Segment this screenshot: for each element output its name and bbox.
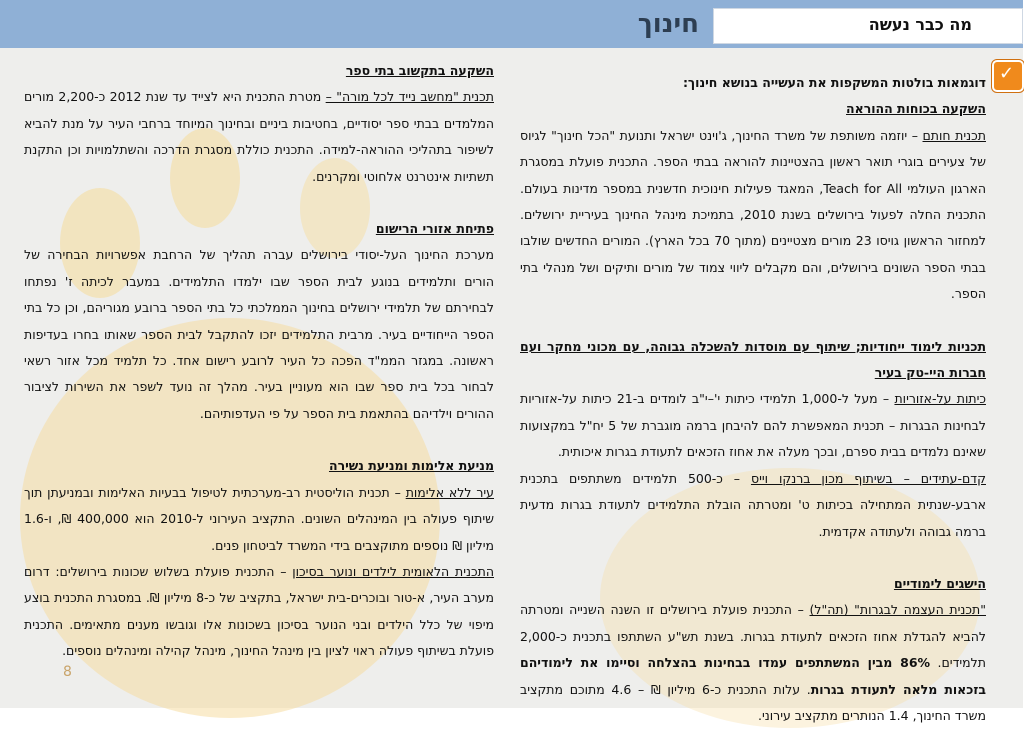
- term-super-regional: כיתות על-אזוריות: [894, 391, 986, 407]
- section-tab: [713, 8, 1023, 44]
- paragraph-hotam: [520, 123, 986, 308]
- section-heading-ict: השקעה בתקשוב בתי ספר: [345, 63, 494, 78]
- section-tab-label: מה כבר נעשה: [868, 15, 972, 34]
- paragraph-no-violence: [24, 480, 494, 559]
- paragraph-laptop: [24, 84, 494, 190]
- right-column: [520, 70, 986, 729]
- section-heading-programs: תכניות לימוד ייחודיות; שיתוף עם מוסדות להשכלה גבוהה, עם מכוני מחקר ועם חברות היי-טק בעיר: [520, 338, 986, 381]
- text-hotam: – יוזמה משותפת של משרד החינוך, ג'וינט ישראל ותנועת "הכל חינוך" לגיוס של צעירים בוגרי תואר ראשון בהצטיינות להוראה בבתי הספר. התכנית פועלת במסגרת הארגון העולמי Teach for All, המאגד פעילות חינוכית חדשנית במספר מדינות בעולם. התכנית החלה לפעול בירושלים בשנת 2010, בתמיכת מינהל החינוך בעיריית ירושלים. למחזור הראשון גויסו 23 מורים מצטיינים (מתוך 70 בכל הארץ). המורים החדשים שולבו בבתי הספר השונים בירושלים, והם מקבלים ליווי צמוד של מורים ותיקים ושל מנהלי בתי הספר.: [520, 127, 987, 302]
- term-no-violence: עיר ללא אלימות: [405, 484, 494, 500]
- section-heading-achievements: הישגים לימודיים: [893, 575, 986, 591]
- term-hotam: תכנית חותם: [922, 127, 986, 143]
- term-tahal: "תכנית העצמה לבגרות" (תה"ל): [809, 602, 986, 618]
- text-no-violence: – תכנית הוליסטית רב-מערכתית לטיפול בבעיות האלימות ובמניעתן תוך שיתוף פעולה בין המינהלים השונים. התקציב העירוני ל-2010 הוא 400,000 ₪, ו-1.6 מיליון ₪ נוספים מתוקצבים בידי המשרד לביטחון פנים.: [24, 484, 494, 553]
- checkmark-badge-icon: ✓: [992, 60, 1024, 92]
- section-heading-registration: פתיחת אזורי הרישום: [375, 221, 494, 237]
- paragraph-at-risk: [24, 559, 494, 665]
- term-laptop: תכנית "מחשב נייד לכל מורה" –: [325, 89, 494, 105]
- paragraph-tahal: [520, 597, 986, 729]
- section-heading-violence: מניעת אלימות ומניעת נשירה: [328, 458, 494, 474]
- text-super-regional: – מעל ל-1,000 תלמידי כיתות י'–י"ב לומדים ב-21 כיתות על-אזוריות לבחינות הבגרות – תכנית המאפשרת להם להיבחן ברמה מוגברת של 5 יח"ל במקצועות שאינם נלמדים בבית ספרם, ובכך מעלה את אחוז הזכאים לתעודת בגרות איכותית.: [520, 391, 986, 460]
- text-tahal: – התכנית פועלת בירושלים זו השנה השנייה ומטרתה להביא להגדלת אחוז הזכאים לתעודת בגרות. בשנת תש"ע השתתפו בתכנית כ-2,000 תלמידים.: [520, 602, 986, 671]
- page-number: 8: [63, 664, 72, 680]
- text-laptop: מטרת התכנית היא לצייד עד שנת 2012 כ-2,200 מורים המלמדים בבתי ספר יסודיים, בחטיבות ביניים ובחינוך המיוחד ברחבי העיר על מנת להביא לשיפור בתהליכי ההוראה-למידה. התכנית כוללת מסגרת הדרכה והשתלמויות וכן התקנת תשתיות אינטרנט אלחוטי ומקרנים.: [24, 89, 494, 184]
- content-area: [0, 48, 1023, 723]
- paragraph-kedem: [520, 466, 986, 545]
- paragraph-registration: מערכת החינוך העל-יסודי בירושלים עברה תהליך של הרחבת אפשרויות הבחירה של הורים ותלמידים בנוגע לבית הספר שבו ילמדו התלמידים. במעבר לכיתה ז' נפתחו לבחירתם של תלמידי ירושלים בחינוך הממלכתי כל בתי הספר ברובע מגוריהם, וכן כל בתי הספר הייחודיים בעיר. מרבית התלמידים יזכו להתקבל לבית הספר שאותו בחרו בעדיפות ראשונה. במגזר הממ"ד הפכה כל העיר לרובע רישום אחד. כל תלמיד מכל אזור רשאי לבחור בכל בית ספר שבו הוא מעוניין בעיר. מהלך זה נועד לשפר את השירות לציבור ההורים וילדיהם בהתאמת בית הספר על פי העדפותיהם.: [24, 247, 494, 421]
- section-heading-teaching: השקעה בכוחות ההוראה: [846, 101, 986, 117]
- text-kedem: – כ-500 תלמידים משתתפים בתכנית ארבע-שנתית המתחילה בכיתות ט' ומטרתה הובלת התלמידים לתעודת בגרות מדעית ברמה גבוהה ולעתודה אקדמית.: [520, 470, 986, 539]
- left-column: [24, 58, 494, 665]
- text-tahal-bold: 86% מבין המשתתפים עמדו בבחינות בהצלחה וסיימו את לימודיהם בזכאות מלאה לתעודת בגרות: [520, 655, 986, 697]
- text-tahal-end: . עלות התכנית כ-6 מיליון ₪ – 4.6 מתוכם מתקציב משרד החינוך, 1.4 הנותרים מתקציב עירוני.: [520, 681, 986, 723]
- page-title: חינוך: [637, 9, 699, 39]
- text-at-risk: – התכנית פועלת בשלוש שכונות בירושלים: דרום מערב העיר, א-טור ובוכרים-בית ישראל, בתקציב של כ-8 מיליון ₪. במסגרת התכנית בוצע מיפוי של כלל הילדים ובני הנוער בסיכון בשכונות אלו וגובשו מענים מתאימים. התכנית פועלת בשיתוף פעולה ראוי לציון בין מינהל החינוך, מינהל קהילה ומינהלים נוספים.: [24, 563, 494, 659]
- paragraph-super-regional: [520, 386, 986, 465]
- intro-text: דוגמאות בולטות המשקפות את העשייה בנושא חינוך:: [682, 75, 986, 90]
- term-at-risk: התכנית הלאומית לילדים ונוער בסיכון: [292, 563, 494, 579]
- term-kedem: קדם-עתידים – בשיתוף מכון ברנקו וייס: [750, 470, 986, 486]
